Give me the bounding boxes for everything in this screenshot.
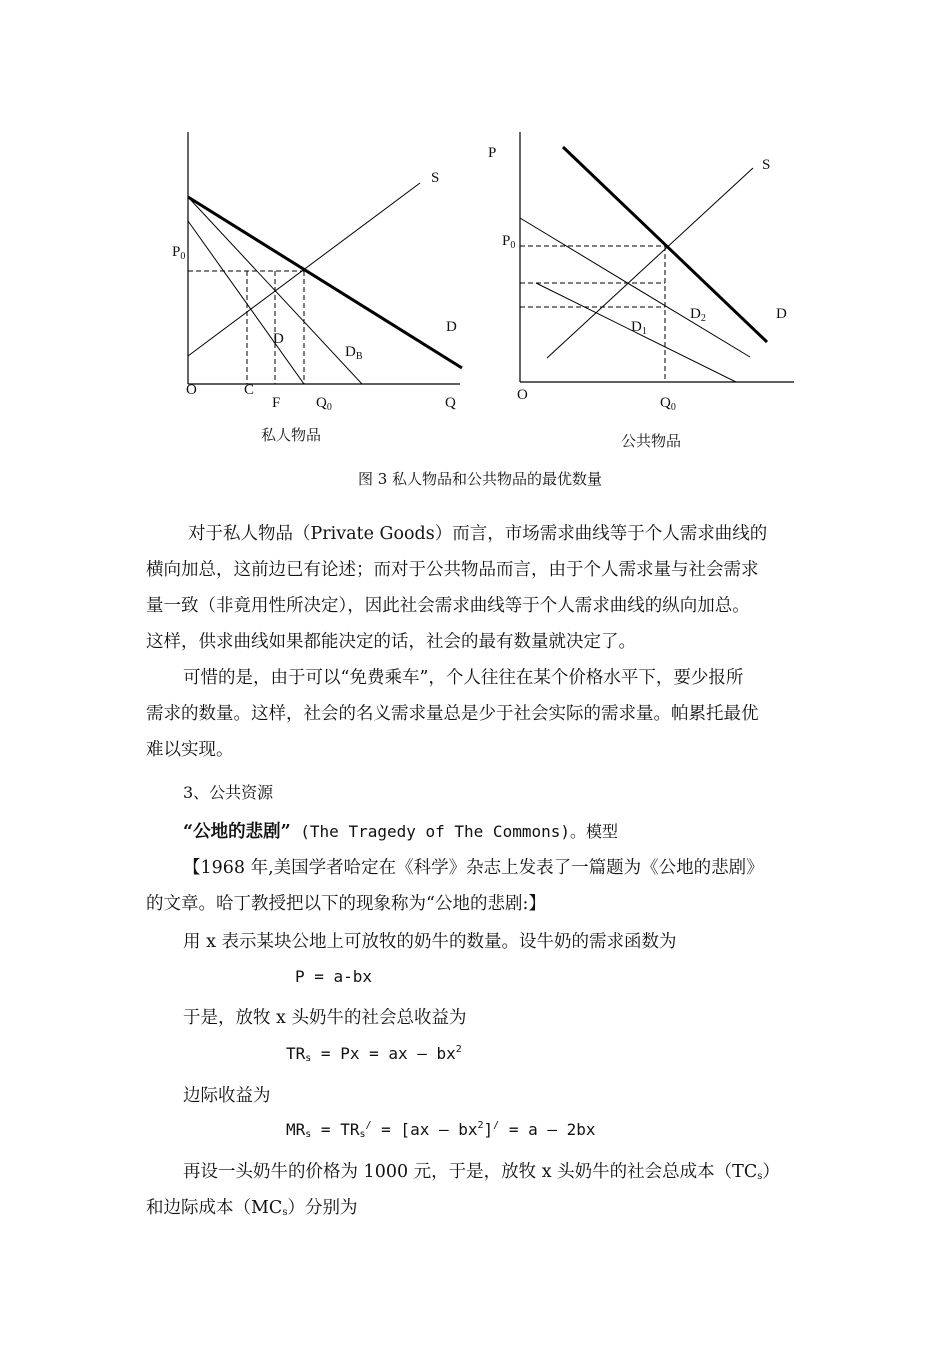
equation-total-revenue: $TR_s = Px$ = ax – $bx^2$ bbox=[286, 1044, 462, 1064]
para1-line3: 量一致（非竟用性所决定），因此社会需求曲线等于个人需求曲线的纵向加总。 bbox=[146, 596, 750, 616]
left-origin-label: O bbox=[186, 382, 197, 398]
figure-caption: 图 3 私人物品和公共物品的最优数量 bbox=[357, 470, 603, 488]
cost-line1: 再设一头奶牛的价格为 1000 元，于是，放牧 x 头奶牛的社会总成本$(TC_s)$ bbox=[183, 1162, 780, 1182]
para1-line1: 对于私人物品（Private Goods）而言，市场需求曲线等于个人需求曲线的 bbox=[188, 524, 768, 544]
left-s-label: S bbox=[431, 170, 440, 186]
left-c-label: C bbox=[244, 382, 255, 398]
para1-line4: 这样，供求曲线如果都能决定的话，社会的最有数量就决定了。 bbox=[146, 632, 636, 652]
right-q0-label: $Q_0$ bbox=[660, 395, 676, 413]
left-graph-caption: 私人物品 bbox=[261, 426, 322, 444]
left-q-label: Q bbox=[445, 395, 456, 411]
right-graph-caption: 公共物品 bbox=[621, 432, 682, 450]
tragedy-heading: “公地的悲剧” (The Tragedy of The Commons)。模型 bbox=[183, 822, 618, 842]
bracket-line2: 的文章。哈丁教授把以下的现象称为“公地的悲剧:】 bbox=[146, 894, 546, 914]
demand-function-intro: 用 x 表示某块公地上可放牧的奶牛的数量。设牛奶的需求函数为 bbox=[183, 932, 677, 952]
left-d-label: D bbox=[446, 319, 457, 335]
left-demand-d bbox=[188, 197, 462, 368]
left-q0-label: $Q_0$ bbox=[316, 395, 332, 413]
right-d1-label: $D_1$ bbox=[631, 319, 647, 337]
left-p0-label: $P_0$ bbox=[172, 244, 186, 262]
left-inner-d-label: D bbox=[273, 331, 284, 347]
bracket-line1: 【1968 年,美国学者哈定在《科学》杂志上发表了一篇题为《公地的悲剧》 bbox=[183, 858, 764, 878]
para2-line2: 需求的数量。这样，社会的名义需求量总是少于社会实际的需求量。帕累托最优 bbox=[146, 704, 759, 724]
right-p-axis-label: P bbox=[488, 145, 497, 161]
total-revenue-intro: 于是，放牧 x 头奶牛的社会总收益为 bbox=[183, 1008, 467, 1028]
figure-3 bbox=[150, 120, 810, 500]
right-d-label: D bbox=[776, 306, 787, 322]
para2-line3: 难以实现。 bbox=[146, 740, 234, 760]
right-origin-label: O bbox=[517, 387, 528, 403]
right-s-label: S bbox=[762, 157, 771, 173]
equation-marginal-revenue: $MR_s = TR_s^/ = [ax - bx^2]^/ = a - 2bx$ bbox=[286, 1120, 596, 1140]
left-f-label: F bbox=[272, 395, 281, 411]
equation-demand: P = a-bx bbox=[295, 967, 373, 986]
supply-demand-graphs bbox=[150, 120, 810, 460]
left-db-label: $D_B$ bbox=[345, 344, 363, 362]
cost-line2: 和边际成本$(MC_s)$分别为 bbox=[146, 1198, 358, 1218]
para2-line1: 可惜的是，由于可以“免费乘车”，个人往往在某个价格水平下，要少报所 bbox=[183, 668, 744, 688]
marginal-revenue-intro: 边际收益为 bbox=[183, 1086, 271, 1106]
para1-line2: 横向加总，这前边已有论述；而对于公共物品而言，由于个人需求量与社会需求 bbox=[146, 560, 759, 580]
right-p0-label: $P_0$ bbox=[502, 233, 516, 251]
right-d2-label: $D_2$ bbox=[690, 306, 706, 324]
section-heading: 3、公共资源 bbox=[183, 783, 274, 802]
right-supply-s bbox=[547, 168, 753, 358]
